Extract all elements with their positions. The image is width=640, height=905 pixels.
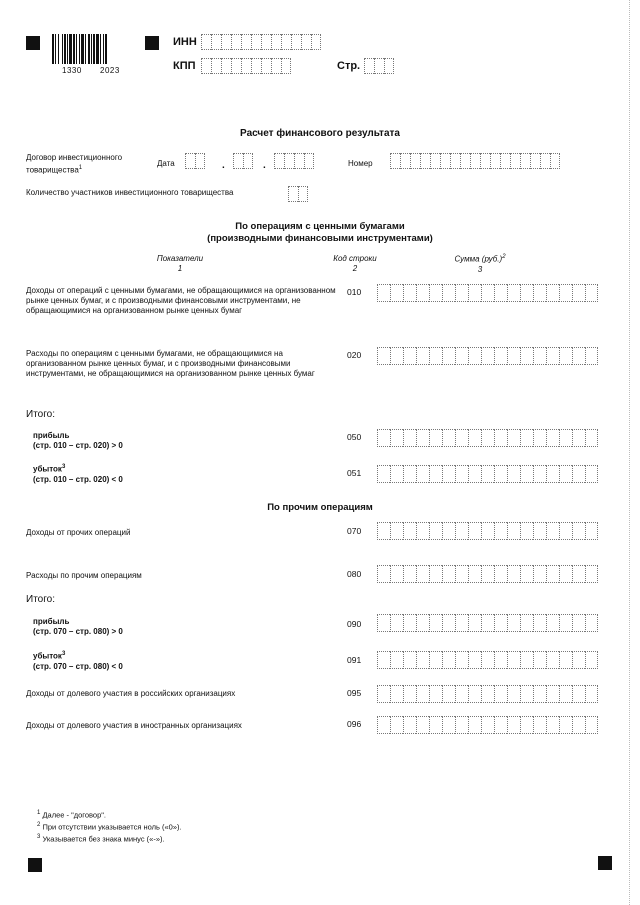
entry-cell[interactable]: [390, 716, 403, 734]
entry-cell[interactable]: [585, 651, 598, 669]
entry-cell[interactable]: [559, 465, 572, 483]
entry-cell[interactable]: [533, 716, 546, 734]
entry-cell[interactable]: [520, 153, 530, 169]
corner-marker-top-left: [26, 36, 40, 50]
entry-cell[interactable]: [500, 153, 510, 169]
entry-cell[interactable]: [298, 186, 308, 202]
row-020-sum-field[interactable]: [377, 347, 598, 365]
entry-cell[interactable]: [507, 347, 520, 365]
entry-cell[interactable]: [195, 153, 205, 169]
row-010-label: Доходы от операций с ценными бумагами, не обращающимися на организованном рынке ценных бумаг, и с производными финансовыми инструментами, не обращающимися на организованном рынке ценных бумаг: [26, 286, 336, 315]
entry-cell[interactable]: [572, 651, 585, 669]
date-separator-1: .: [222, 160, 225, 171]
entry-cell[interactable]: [221, 58, 231, 74]
entry-cell[interactable]: [377, 565, 390, 583]
entry-cell[interactable]: [468, 651, 481, 669]
date-label: Дата: [157, 159, 175, 168]
entry-cell[interactable]: [533, 429, 546, 447]
column-header-code: Код строки 2: [333, 254, 377, 273]
entry-cell[interactable]: [251, 58, 261, 74]
entry-cell[interactable]: [494, 565, 507, 583]
row-070-sum-field[interactable]: [377, 522, 598, 540]
entry-cell[interactable]: [533, 347, 546, 365]
footnote-1: $^1$ Далее - "договор".: [37, 810, 107, 820]
entry-cell[interactable]: [261, 58, 271, 74]
entry-cell[interactable]: [294, 153, 304, 169]
entry-cell[interactable]: [572, 685, 585, 703]
entry-cell[interactable]: [468, 284, 481, 302]
entry-cell[interactable]: [403, 685, 416, 703]
entry-cell[interactable]: [572, 614, 585, 632]
row-010-code: 010: [347, 287, 362, 297]
entry-cell[interactable]: [533, 614, 546, 632]
entry-cell[interactable]: [546, 465, 559, 483]
entry-cell[interactable]: [442, 565, 455, 583]
entry-cell[interactable]: [585, 347, 598, 365]
entry-cell[interactable]: [390, 685, 403, 703]
row-051-code: 051: [347, 468, 362, 478]
entry-cell[interactable]: [572, 565, 585, 583]
contract-label: Договор инвестиционного товарищества$^1$: [26, 153, 123, 175]
entry-cell[interactable]: [572, 716, 585, 734]
entry-cell[interactable]: [559, 651, 572, 669]
entry-cell[interactable]: [507, 716, 520, 734]
row-080-label: Расходы по прочим операциям: [26, 571, 142, 580]
entry-cell[interactable]: [416, 716, 429, 734]
entry-cell[interactable]: [271, 58, 281, 74]
entry-cell[interactable]: [468, 522, 481, 540]
entry-cell[interactable]: [507, 614, 520, 632]
entry-cell[interactable]: [481, 565, 494, 583]
row-096-sum-field[interactable]: [377, 716, 598, 734]
entry-cell[interactable]: [468, 716, 481, 734]
entry-cell[interactable]: [481, 651, 494, 669]
entry-cell[interactable]: [546, 614, 559, 632]
row-020-code: 020: [347, 350, 362, 360]
entry-cell[interactable]: [494, 284, 507, 302]
page-label: Стр.: [337, 60, 361, 72]
entry-cell[interactable]: [377, 347, 390, 365]
entry-cell[interactable]: [429, 651, 442, 669]
entry-cell[interactable]: [429, 284, 442, 302]
page-number-field[interactable]: [364, 58, 394, 74]
footnote-2: $^2$ При отсутствии указывается ноль («0»).: [37, 822, 182, 832]
entry-cell[interactable]: [416, 429, 429, 447]
entry-cell[interactable]: [429, 565, 442, 583]
entry-cell[interactable]: [403, 429, 416, 447]
entry-cell[interactable]: [374, 58, 384, 74]
row-095-label: Доходы от долевого участия в российских организациях: [26, 689, 236, 698]
entry-cell[interactable]: [416, 565, 429, 583]
row-050-sum-field[interactable]: [377, 429, 598, 447]
entry-cell[interactable]: [520, 465, 533, 483]
entry-cell[interactable]: [481, 429, 494, 447]
entry-cell[interactable]: [559, 284, 572, 302]
entry-cell[interactable]: [455, 465, 468, 483]
entry-cell[interactable]: [291, 34, 301, 50]
entry-cell[interactable]: [559, 565, 572, 583]
entry-cell[interactable]: [416, 651, 429, 669]
entry-cell[interactable]: [507, 522, 520, 540]
entry-cell[interactable]: [533, 565, 546, 583]
entry-cell[interactable]: [416, 614, 429, 632]
footnote-3: $^3$ Указывается без знака минус («-»).: [37, 834, 165, 844]
row-090-sum-field[interactable]: [377, 614, 598, 632]
entry-cell[interactable]: [546, 429, 559, 447]
corner-marker-top-right: [145, 36, 159, 50]
barcode-number-left: 1330: [62, 66, 82, 75]
entry-cell[interactable]: [390, 651, 403, 669]
entry-cell[interactable]: [261, 34, 271, 50]
entry-cell[interactable]: [403, 347, 416, 365]
entry-cell[interactable]: [494, 685, 507, 703]
row-080-code: 080: [347, 569, 362, 579]
contract-number-field[interactable]: [390, 153, 560, 169]
entry-cell[interactable]: [442, 429, 455, 447]
entry-cell[interactable]: [546, 651, 559, 669]
entry-cell[interactable]: [507, 429, 520, 447]
entry-cell[interactable]: [403, 716, 416, 734]
row-070-code: 070: [347, 526, 362, 536]
entry-cell[interactable]: [455, 565, 468, 583]
entry-cell[interactable]: [533, 465, 546, 483]
date-month-field[interactable]: [233, 153, 253, 169]
row-020-label: Расходы по операциям с ценными бумагами, не обращающимися на организованном рынке ценных бумаг, и с производными финансовыми инструментами, не обращающимися на организованном рынке ценных бумаг: [26, 349, 315, 378]
entry-cell[interactable]: [546, 522, 559, 540]
entry-cell[interactable]: [481, 716, 494, 734]
row-070-label: Доходы от прочих операций: [26, 528, 131, 537]
entry-cell[interactable]: [507, 465, 520, 483]
entry-cell[interactable]: [530, 153, 540, 169]
column-header-sum: Сумма $(руб.)^2$ 3: [454, 254, 506, 274]
entry-cell[interactable]: [241, 34, 251, 50]
entry-cell[interactable]: [301, 34, 311, 50]
entry-cell[interactable]: [546, 716, 559, 734]
entry-cell[interactable]: [403, 465, 416, 483]
entry-cell[interactable]: [390, 347, 403, 365]
entry-cell[interactable]: [494, 614, 507, 632]
row-096-label: Доходы от долевого участия в иностранных организациях: [26, 721, 242, 730]
entry-cell[interactable]: [481, 284, 494, 302]
entry-cell[interactable]: [546, 685, 559, 703]
entry-cell[interactable]: [390, 465, 403, 483]
entry-cell[interactable]: [510, 153, 520, 169]
row-090-code: 090: [347, 619, 362, 629]
entry-cell[interactable]: [520, 614, 533, 632]
entry-cell[interactable]: [572, 522, 585, 540]
entry-cell[interactable]: [390, 429, 403, 447]
entry-cell[interactable]: [281, 34, 291, 50]
entry-cell[interactable]: [442, 716, 455, 734]
entry-cell[interactable]: [470, 153, 480, 169]
other-section-title: По прочим операциям: [267, 502, 373, 513]
entry-cell[interactable]: [390, 284, 403, 302]
entry-cell[interactable]: [520, 429, 533, 447]
number-label: Номер: [348, 159, 373, 168]
entry-cell[interactable]: [231, 58, 241, 74]
entry-cell[interactable]: [429, 522, 442, 540]
column-header-indicators: Показатели 1: [156, 254, 204, 273]
corner-marker-bottom-right: [598, 856, 612, 870]
entry-cell[interactable]: [403, 565, 416, 583]
entry-cell[interactable]: [460, 153, 470, 169]
entry-cell[interactable]: [572, 465, 585, 483]
entry-cell[interactable]: [384, 58, 394, 74]
entry-cell[interactable]: [400, 153, 410, 169]
entry-cell[interactable]: [468, 465, 481, 483]
entry-cell[interactable]: [559, 716, 572, 734]
entry-cell[interactable]: [420, 153, 430, 169]
entry-cell[interactable]: [520, 347, 533, 365]
entry-cell[interactable]: [533, 685, 546, 703]
inn-field[interactable]: [201, 34, 321, 50]
entry-cell[interactable]: [520, 284, 533, 302]
securities-section-title: По операциям с ценными бумагами (производными финансовыми инструментами): [207, 221, 433, 244]
row-091-code: 091: [347, 655, 362, 665]
entry-cell[interactable]: [533, 522, 546, 540]
entry-cell[interactable]: [429, 614, 442, 632]
entry-cell[interactable]: [481, 347, 494, 365]
entry-cell[interactable]: [403, 614, 416, 632]
entry-cell[interactable]: [507, 565, 520, 583]
row-091-sum-field[interactable]: [377, 651, 598, 669]
entry-cell[interactable]: [377, 465, 390, 483]
entry-cell[interactable]: [585, 614, 598, 632]
row-050-code: 050: [347, 432, 362, 442]
entry-cell[interactable]: [494, 522, 507, 540]
entry-cell[interactable]: [507, 284, 520, 302]
barcode-number-right: 2023: [100, 66, 120, 75]
entry-cell[interactable]: [416, 347, 429, 365]
entry-cell[interactable]: [377, 651, 390, 669]
kpp-field[interactable]: [201, 58, 291, 74]
entry-cell[interactable]: [429, 429, 442, 447]
entry-cell[interactable]: [430, 153, 440, 169]
entry-cell[interactable]: [455, 716, 468, 734]
entry-cell[interactable]: [201, 34, 211, 50]
row-091-label: убыток$^3$ (стр. 070 – стр. 080) < 0: [33, 651, 123, 671]
entry-cell[interactable]: [442, 522, 455, 540]
entry-cell[interactable]: [304, 153, 314, 169]
entry-cell[interactable]: [442, 284, 455, 302]
entry-cell[interactable]: [481, 465, 494, 483]
entry-cell[interactable]: [455, 347, 468, 365]
entry-cell[interactable]: [585, 685, 598, 703]
form-title: Расчет финансового результата: [240, 128, 400, 139]
entry-cell[interactable]: [284, 153, 294, 169]
entry-cell[interactable]: [440, 153, 450, 169]
entry-cell[interactable]: [494, 651, 507, 669]
entry-cell[interactable]: [507, 651, 520, 669]
entry-cell[interactable]: [377, 716, 390, 734]
entry-cell[interactable]: [494, 716, 507, 734]
entry-cell[interactable]: [468, 685, 481, 703]
barcode-image: [52, 34, 132, 64]
entry-cell[interactable]: [201, 58, 211, 74]
entry-cell[interactable]: [403, 651, 416, 669]
entry-cell[interactable]: [585, 429, 598, 447]
entry-cell[interactable]: [559, 685, 572, 703]
entry-cell[interactable]: [468, 614, 481, 632]
other-total-label: Итого:: [26, 594, 55, 605]
entry-cell[interactable]: [455, 522, 468, 540]
entry-cell[interactable]: [442, 651, 455, 669]
entry-cell[interactable]: [442, 685, 455, 703]
entry-cell[interactable]: [243, 153, 253, 169]
row-080-sum-field[interactable]: [377, 565, 598, 583]
entry-cell[interactable]: [520, 565, 533, 583]
entry-cell[interactable]: [390, 153, 400, 169]
entry-cell[interactable]: [416, 465, 429, 483]
row-095-sum-field[interactable]: [377, 685, 598, 703]
entry-cell[interactable]: [455, 429, 468, 447]
entry-cell[interactable]: [559, 429, 572, 447]
entry-cell[interactable]: [390, 522, 403, 540]
entry-cell[interactable]: [403, 284, 416, 302]
row-050-label: прибыль (стр. 010 – стр. 020) > 0: [33, 431, 123, 450]
entry-cell[interactable]: [221, 34, 231, 50]
entry-cell[interactable]: [468, 565, 481, 583]
entry-cell[interactable]: [481, 685, 494, 703]
kpp-label: КПП: [173, 60, 196, 72]
entry-cell[interactable]: [494, 465, 507, 483]
entry-cell[interactable]: [442, 347, 455, 365]
entry-cell[interactable]: [585, 565, 598, 583]
date-day-field[interactable]: [185, 153, 205, 169]
entry-cell[interactable]: [281, 58, 291, 74]
entry-cell[interactable]: [559, 614, 572, 632]
entry-cell[interactable]: [377, 284, 390, 302]
entry-cell[interactable]: [274, 153, 284, 169]
entry-cell[interactable]: [559, 347, 572, 365]
entry-cell[interactable]: [311, 34, 321, 50]
entry-cell[interactable]: [455, 651, 468, 669]
entry-cell[interactable]: [481, 522, 494, 540]
entry-cell[interactable]: [520, 685, 533, 703]
entry-cell[interactable]: [364, 58, 374, 74]
entry-cell[interactable]: [540, 153, 550, 169]
entry-cell[interactable]: [233, 153, 243, 169]
entry-cell[interactable]: [442, 465, 455, 483]
corner-marker-bottom-left: [28, 858, 42, 872]
row-096-code: 096: [347, 719, 362, 729]
entry-cell[interactable]: [520, 522, 533, 540]
entry-cell[interactable]: [271, 34, 281, 50]
entry-cell[interactable]: [572, 429, 585, 447]
entry-cell[interactable]: [416, 522, 429, 540]
entry-cell[interactable]: [377, 522, 390, 540]
entry-cell[interactable]: [533, 284, 546, 302]
entry-cell[interactable]: [211, 34, 221, 50]
entry-cell[interactable]: [585, 465, 598, 483]
entry-cell[interactable]: [429, 347, 442, 365]
row-095-code: 095: [347, 688, 362, 698]
entry-cell[interactable]: [288, 186, 298, 202]
entry-cell[interactable]: [231, 34, 241, 50]
entry-cell[interactable]: [520, 651, 533, 669]
entry-cell[interactable]: [520, 716, 533, 734]
entry-cell[interactable]: [429, 685, 442, 703]
entry-cell[interactable]: [390, 565, 403, 583]
entry-cell[interactable]: [450, 153, 460, 169]
entry-cell[interactable]: [559, 522, 572, 540]
entry-cell[interactable]: [185, 153, 195, 169]
entry-cell[interactable]: [429, 465, 442, 483]
entry-cell[interactable]: [494, 429, 507, 447]
entry-cell[interactable]: [585, 522, 598, 540]
entry-cell[interactable]: [546, 284, 559, 302]
entry-cell[interactable]: [429, 716, 442, 734]
entry-cell[interactable]: [468, 429, 481, 447]
entry-cell[interactable]: [572, 284, 585, 302]
entry-cell[interactable]: [546, 347, 559, 365]
entry-cell[interactable]: [416, 284, 429, 302]
entry-cell[interactable]: [403, 522, 416, 540]
entry-cell[interactable]: [585, 716, 598, 734]
date-separator-2: .: [263, 160, 266, 171]
entry-cell[interactable]: [442, 614, 455, 632]
entry-cell[interactable]: [377, 429, 390, 447]
entry-cell[interactable]: [377, 614, 390, 632]
entry-cell[interactable]: [533, 651, 546, 669]
row-051-sum-field[interactable]: [377, 465, 598, 483]
entry-cell[interactable]: [251, 34, 261, 50]
entry-cell[interactable]: [455, 284, 468, 302]
entry-cell[interactable]: [507, 685, 520, 703]
participants-count-field[interactable]: [288, 186, 308, 202]
entry-cell[interactable]: [585, 284, 598, 302]
row-090-label: прибыль (стр. 070 – стр. 080) > 0: [33, 617, 123, 636]
entry-cell[interactable]: [546, 565, 559, 583]
entry-cell[interactable]: [390, 614, 403, 632]
date-year-field[interactable]: [274, 153, 314, 169]
entry-cell[interactable]: [494, 347, 507, 365]
securities-total-label: Итого:: [26, 409, 55, 420]
entry-cell[interactable]: [241, 58, 251, 74]
row-010-sum-field[interactable]: [377, 284, 598, 302]
entry-cell[interactable]: [550, 153, 560, 169]
entry-cell[interactable]: [410, 153, 420, 169]
participants-label: Количество участников инвестиционного товарищества: [26, 188, 234, 197]
entry-cell[interactable]: [377, 685, 390, 703]
entry-cell[interactable]: [468, 347, 481, 365]
entry-cell[interactable]: [455, 614, 468, 632]
inn-label: ИНН: [173, 36, 197, 48]
row-051-label: убыток$^3$ (стр. 010 – стр. 020) < 0: [33, 464, 123, 484]
entry-cell[interactable]: [480, 153, 490, 169]
entry-cell[interactable]: [572, 347, 585, 365]
entry-cell[interactable]: [490, 153, 500, 169]
entry-cell[interactable]: [455, 685, 468, 703]
entry-cell[interactable]: [481, 614, 494, 632]
entry-cell[interactable]: [211, 58, 221, 74]
entry-cell[interactable]: [416, 685, 429, 703]
